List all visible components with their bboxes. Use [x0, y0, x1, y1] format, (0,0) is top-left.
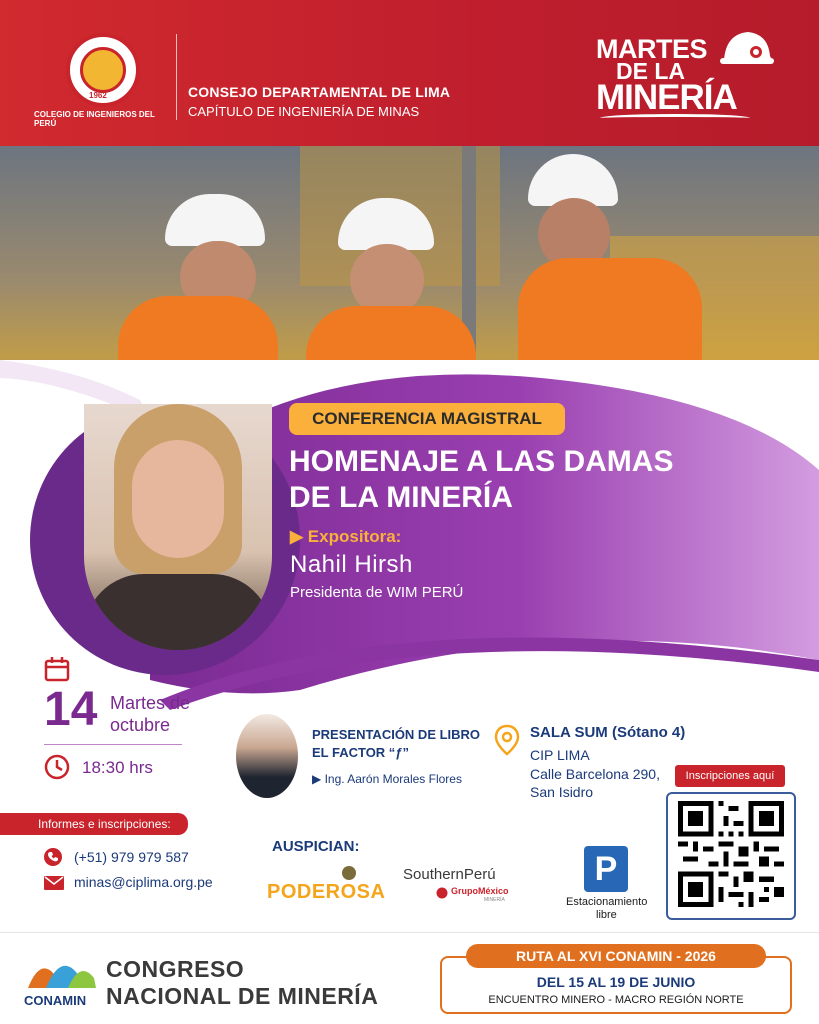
grupo-mexico-logo-icon	[436, 887, 448, 899]
date-divider	[44, 744, 182, 745]
book-presentation-title: PRESENTACIÓN DE LIBRO EL FACTOR “ƒ”	[312, 727, 481, 760]
ruta-subtitle: ENCUENTRO MINERO - MACRO REGIÓN NORTE	[488, 994, 744, 1006]
event-logo-line1: MARTES	[596, 34, 707, 64]
event-logo-swoosh	[600, 114, 750, 122]
book-author: ▶ Ing. Aarón Morales Flores	[312, 772, 462, 786]
council-name: CONSEJO DEPARTAMENTAL DE LIMA	[188, 84, 451, 100]
event-logo-line2: DE LA	[616, 58, 685, 84]
author-photo	[236, 714, 298, 798]
speaker-portrait	[84, 404, 272, 650]
registration-label: Inscripciones aquí	[675, 765, 785, 787]
clock-icon	[44, 754, 70, 780]
contact-phone[interactable]: (+51) 979 979 587	[74, 849, 189, 865]
jacket-shape	[84, 574, 272, 650]
congreso-line1: CONGRESO	[106, 956, 245, 982]
chapter-name: CAPÍTULO DE INGENIERÍA DE MINAS	[188, 104, 420, 119]
cip-caption: COLEGIO DE INGENIEROS DEL PERÚ	[34, 110, 155, 128]
ruta-tag: RUTA AL XVI CONAMIN - 2026	[466, 944, 766, 968]
venue-line1: CIP LIMA	[530, 747, 590, 763]
mining-helmet-icon	[718, 26, 774, 74]
speaker-role: Presidenta de WIM PERÚ	[290, 584, 464, 601]
helmet-shape	[165, 194, 265, 246]
parking-text-line2: libre	[596, 909, 617, 921]
sponsor-grupo-mexico: GrupoMéxico	[451, 886, 509, 896]
congreso-line2: NACIONAL DE MINERÍA	[106, 983, 379, 1009]
speaker-name: Nahil Hirsh	[290, 551, 413, 578]
ruta-dates: DEL 15 AL 19 DE JUNIO	[536, 974, 696, 990]
speaker-label: ▶ Expositora:	[290, 527, 402, 546]
poderosa-logo-mark	[342, 866, 356, 880]
conamin-logo-icon	[24, 954, 98, 990]
contact-bar: Informes e inscripciones:	[0, 813, 188, 835]
venue-line2: Calle Barcelona 290,	[530, 766, 660, 782]
seal-year: 1962	[89, 91, 107, 100]
email-icon	[44, 876, 64, 890]
seal-emblem	[80, 47, 126, 93]
sponsor-southern: SouthernPerú	[403, 866, 496, 883]
sponsor-grupo-mexico-sub: MINERÍA	[484, 897, 505, 903]
cip-seal-logo	[66, 33, 140, 107]
sponsors-label: AUSPICIAN:	[272, 838, 360, 855]
parking-text-line1: Estacionamiento	[566, 896, 648, 908]
conference-tag: CONFERENCIA MAGISTRAL	[289, 403, 565, 435]
conamin-wordmark: CONAMIN	[24, 993, 87, 1008]
venue-line3: San Isidro	[530, 784, 594, 800]
calendar-icon	[44, 656, 70, 682]
conference-title: HOMENAJE A LAS DAMAS DE LA MINERÍA	[289, 445, 674, 514]
contact-email[interactable]: minas@ciplima.org.pe	[74, 874, 213, 890]
event-day: 14	[44, 683, 98, 736]
venue-title: SALA SUM (Sótano 4)	[530, 724, 686, 741]
parking-icon: P	[584, 846, 628, 892]
event-logo-line3: MINERÍA	[596, 78, 737, 117]
face-shape	[132, 440, 224, 558]
location-pin-icon	[494, 724, 520, 756]
registration-qr-code[interactable]	[678, 800, 784, 908]
phone-icon	[44, 848, 62, 866]
event-time: 18:30 hrs	[82, 758, 153, 777]
header-divider	[176, 34, 177, 120]
sponsor-poderosa: PODEROSA	[267, 881, 386, 903]
event-date-text: Martes de octubre	[110, 693, 191, 735]
